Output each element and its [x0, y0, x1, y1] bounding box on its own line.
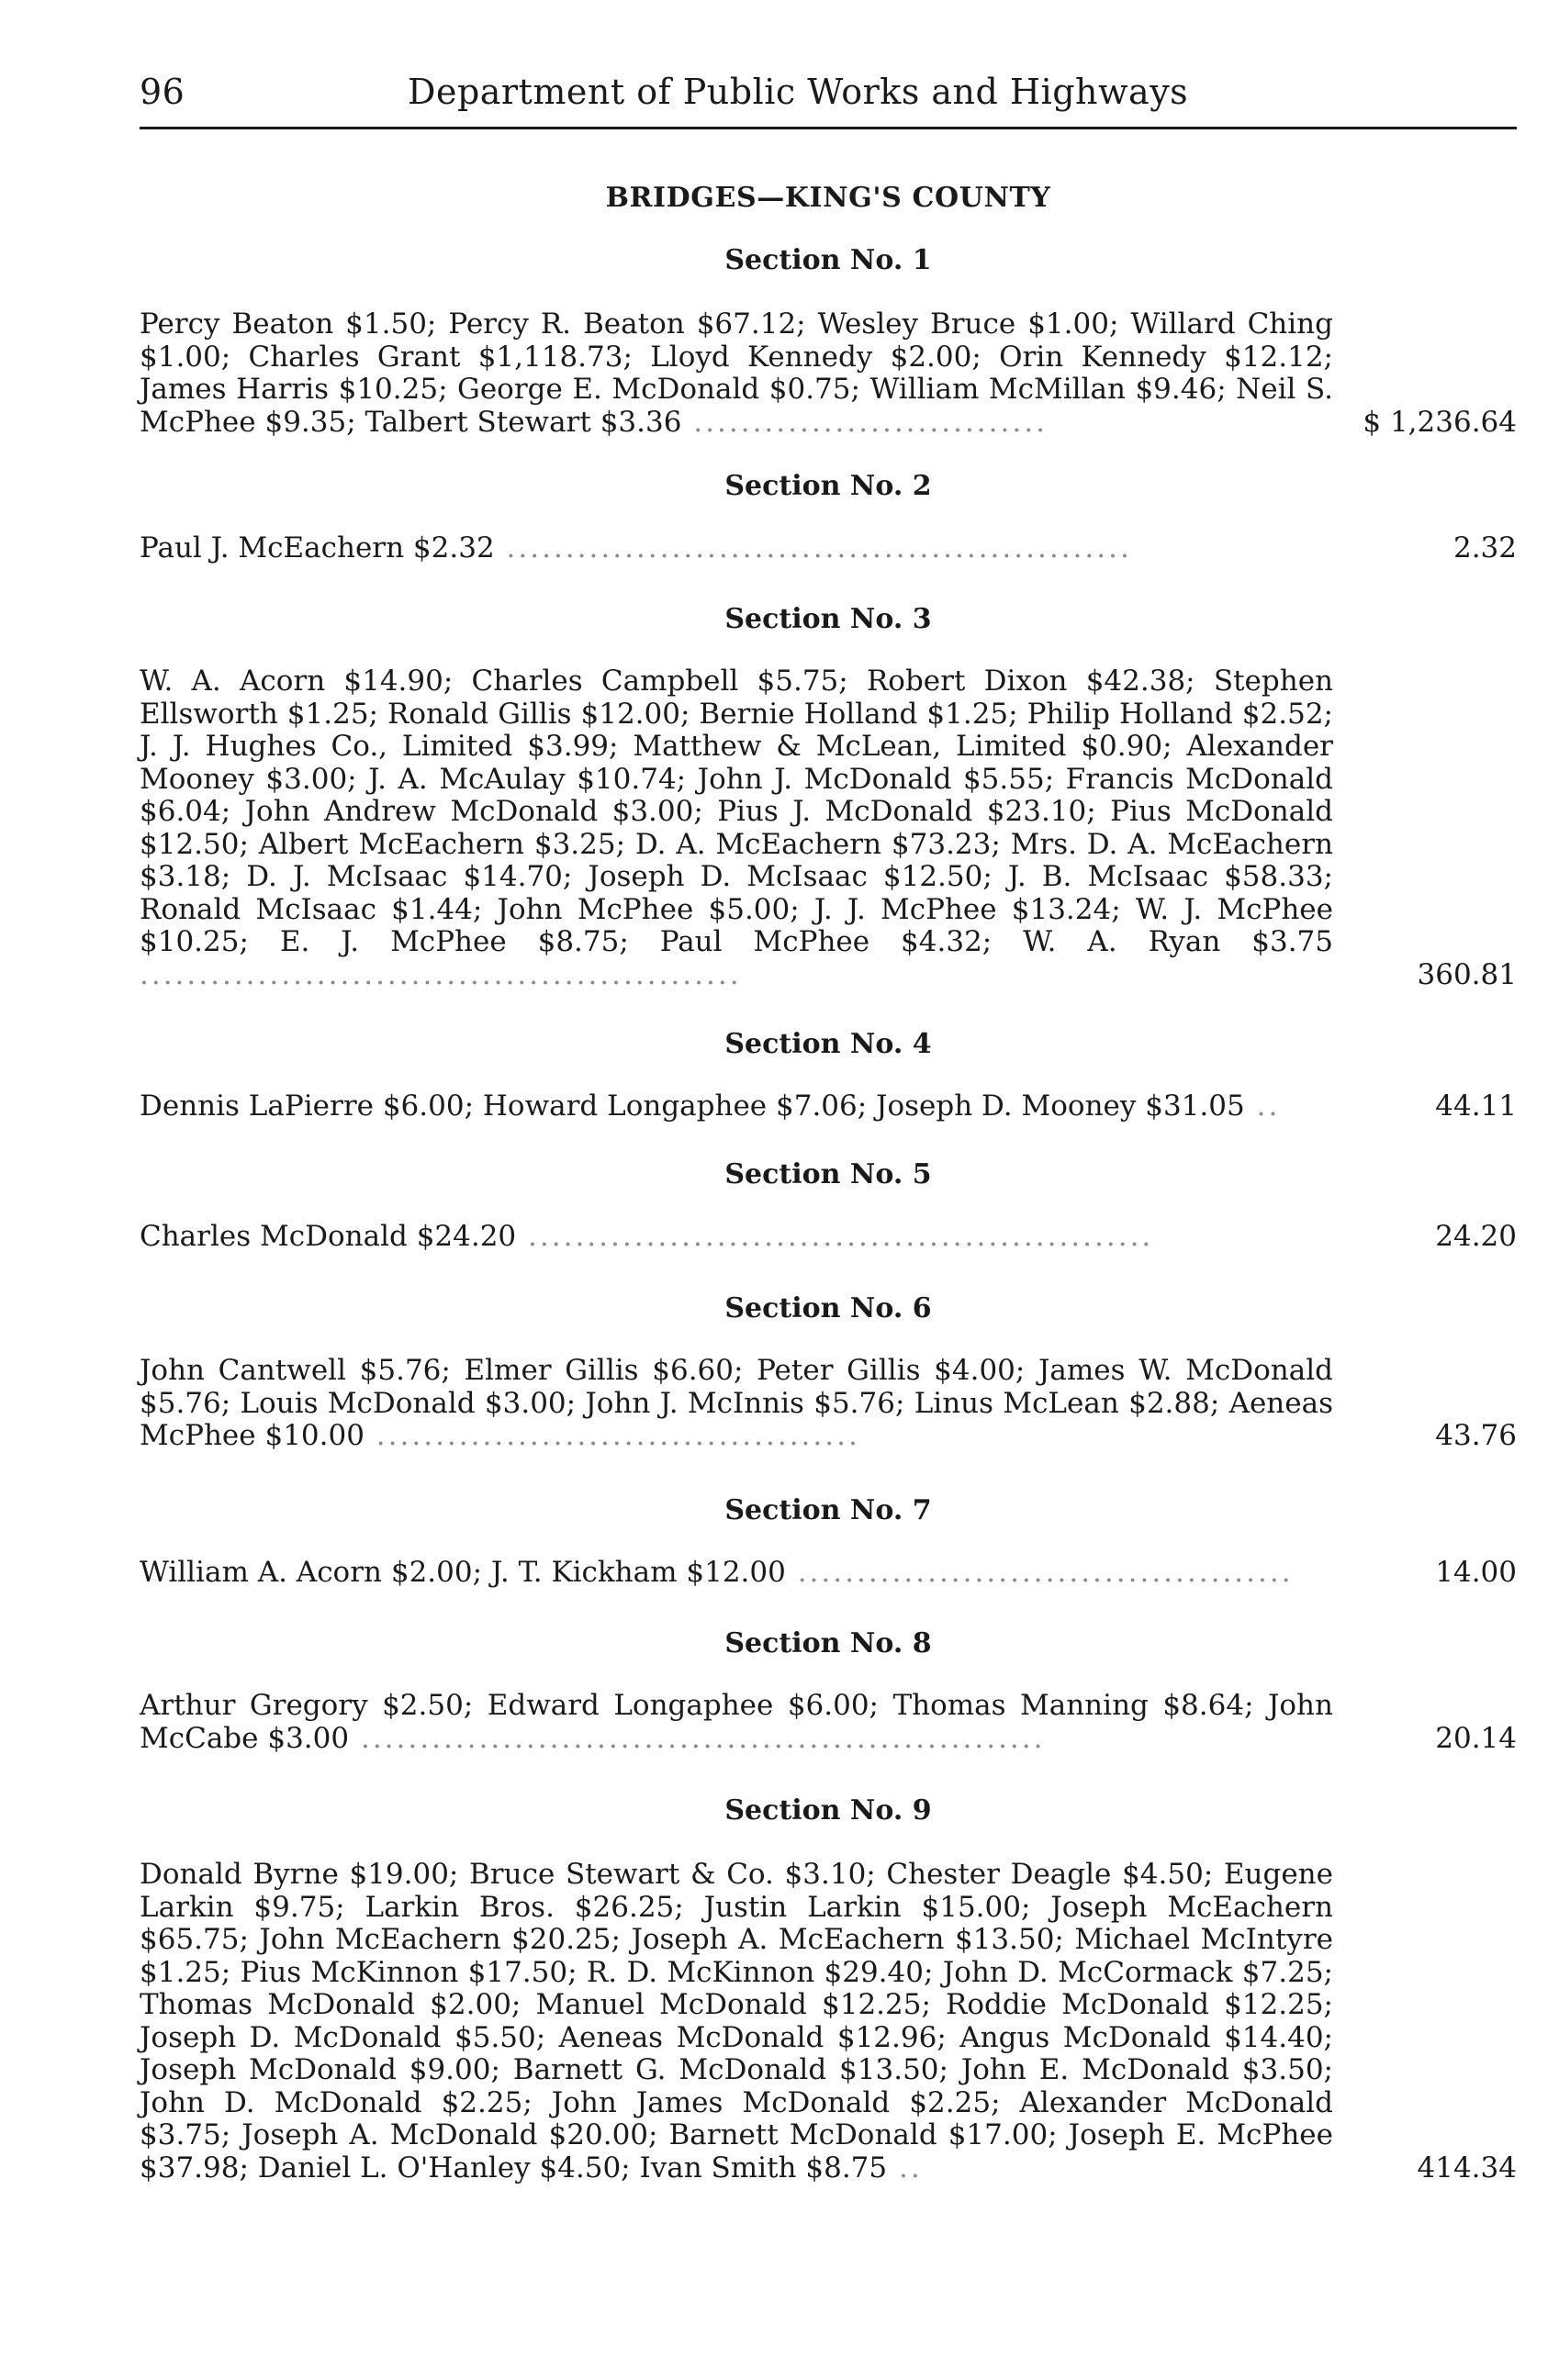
- section-heading-7: Section No. 7: [724, 1494, 932, 1526]
- page-number: 96: [140, 72, 185, 112]
- header-title: Department of Public Works and Highways: [408, 72, 1189, 112]
- section-total-4: 44.11: [1435, 1089, 1517, 1123]
- section-total-8: 20.14: [1435, 1721, 1517, 1755]
- leader-dots: .........................................: [364, 1419, 860, 1452]
- section-payees-3: W. A. Acorn $14.90; Charles Campbell $5.75; Robert Dixon $42.38; Stephen Ellsworth $1.25; Ronald Gillis $12.00; Bernie Holland $1.25; Philip Holland $2.52; J. J. Hughes Co., Limited $3.99; Matthew & McLean, Limited $0.90; Alexander Mooney $3.00; J. A. McAulay $10.74; John J. McDonald $5.55; Francis McDonald $6.04; John Andrew McDonald $3.00; Pius J. McDonald $23.10; Pius McDonald $12.50; Albert McEachern $3.25; D. A. McEachern $73.23; Mrs. D. A. McEachern $3.18; D. J. McIsaac $14.70; Joseph D. McIsaac $12.50; J. B. McIsaac $58.33; Ronald McIsaac $1.44; John McPhee $5.00; J. J. McPhee $13.24; W. J. McPhee $10.25; E. J. McPhee $8.75; Paul McPhee $4.32; W. A. Ryan $3.75: [140, 665, 1333, 958]
- section-entry-3: [140, 665, 1517, 991]
- section-payees-9: Donald Byrne $19.00; Bruce Stewart & Co. $3.10; Chester Deagle $4.50; Eugene Larkin $9.75; Larkin Bros. $26.25; Justin Larkin $15.00; Joseph McEachern $65.75; John McEachern $20.25; Joseph A. McEachern $13.50; Michael McIntyre $1.25; Pius McKinnon $17.50; R. D. McKinnon $29.40; John D. McCormack $7.25; Thomas McDonald $2.00; Manuel McDonald $12.25; Roddie McDonald $12.25; Joseph D. McDonald $5.50; Aeneas McDonald $12.96; Angus McDonald $14.40; Joseph McDonald $9.00; Barnett G. McDonald $13.50; John E. McDonald $3.50; John D. McDonald $2.25; John James McDonald $2.25; Alexander McDonald $3.75; Joseph A. McDonald $20.00; Barnett McDonald $17.00; Joseph E. McPhee $37.98; Daniel L. O'Hanley $4.50; Ivan Smith $8.75: [140, 1858, 1333, 2184]
- section-total-1: $ 1,236.64: [1363, 405, 1517, 439]
- leader-dots: .....................................................: [516, 1220, 1154, 1253]
- section-heading-2: Section No. 2: [724, 470, 932, 502]
- document-page: [140, 64, 1517, 2184]
- section-heading-9: Section No. 9: [724, 1794, 932, 1827]
- section-heading-4: Section No. 4: [724, 1028, 932, 1060]
- report-title: BRIDGES—KING'S COUNTY: [605, 182, 1051, 214]
- section-payees-5: Charles McDonald $24.20: [140, 1220, 517, 1253]
- section-heading-5: Section No. 5: [724, 1158, 932, 1190]
- section-total-7: 14.00: [1435, 1556, 1517, 1589]
- section-payees-6: John Cantwell $5.76; Elmer Gillis $6.60; Peter Gillis $4.00; James W. McDonald $5.76; Louis McDonald $3.00; John J. McInnis $5.76; Linus McLean $2.88; Aeneas McPhee $10.00: [140, 1354, 1333, 1452]
- section-heading-1: Section No. 1: [724, 244, 932, 276]
- leader-dots: ..............................: [681, 405, 1048, 439]
- section-entry-5: [140, 1221, 1517, 1254]
- section-entry-8: [140, 1690, 1517, 1755]
- section-entry-9: [140, 1859, 1517, 2184]
- section-entry-7: [140, 1557, 1517, 1590]
- leader-dots: ..: [1244, 1089, 1281, 1123]
- leader-dots: ..........................................: [785, 1556, 1294, 1589]
- leader-dots: ..: [887, 2151, 923, 2184]
- section-heading-3: Section No. 3: [724, 603, 932, 635]
- section-payees-4: Dennis LaPierre $6.00; Howard Longaphee $7.06; Joseph D. Mooney $31.05: [140, 1089, 1245, 1123]
- section-entry-2: [140, 532, 1517, 565]
- leader-dots: ..........................................................: [349, 1721, 1046, 1755]
- section-total-5: 24.20: [1435, 1220, 1517, 1253]
- section-payees-2: Paul J. McEachern $2.32: [140, 531, 495, 564]
- section-payees-7: William A. Acorn $2.00; J. T. Kickham $12.00: [140, 1556, 786, 1589]
- section-heading-6: Section No. 6: [724, 1292, 932, 1324]
- header-rule: [140, 127, 1517, 129]
- section-entry-6: [140, 1355, 1517, 1453]
- section-total-3: 360.81: [1417, 957, 1517, 991]
- section-total-9: 414.34: [1417, 2151, 1517, 2184]
- section-entry-1: [140, 308, 1517, 439]
- section-entry-4: [140, 1090, 1517, 1123]
- leader-dots: .....................................................: [494, 531, 1132, 564]
- running-header: [140, 64, 1517, 123]
- leader-dots: ...................................................: [140, 957, 742, 991]
- section-heading-8: Section No. 8: [724, 1627, 932, 1659]
- section-total-6: 43.76: [1435, 1419, 1517, 1452]
- section-payees-8: Arthur Gregory $2.50; Edward Longaphee $6.00; Thomas Manning $8.64; John McCabe $3.00: [140, 1689, 1333, 1755]
- section-total-2: 2.32: [1452, 531, 1517, 564]
- section-payees-1: Percy Beaton $1.50; Percy R. Beaton $67.12; Wesley Bruce $1.00; Willard Ching $1.00; Charles Grant $1,118.73; Lloyd Kennedy $2.00; Orin Kennedy $12.12; James Harris $10.25; George E. McDonald $0.75; William McMillan $9.46; Neil S. McPhee $9.35; Talbert Stewart $3.36: [140, 307, 1333, 439]
